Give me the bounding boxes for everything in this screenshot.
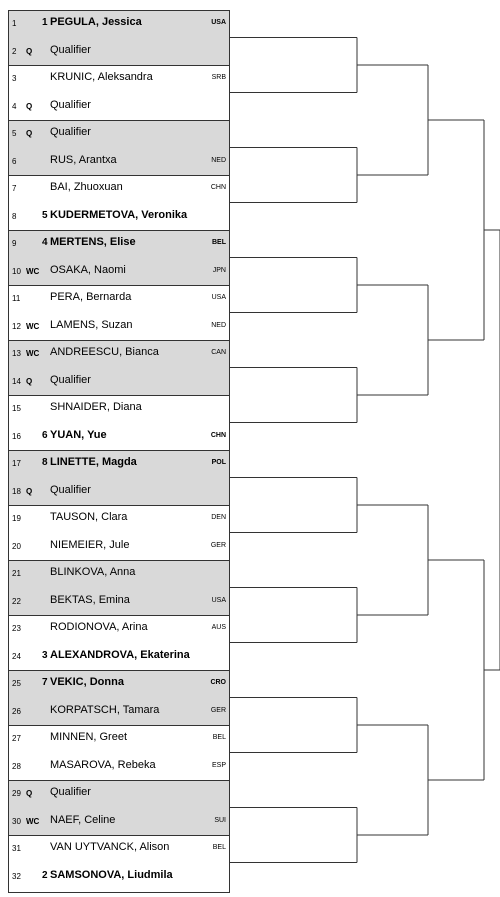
player-name: VAN UYTVANCK, Alison: [50, 841, 170, 853]
player-name: KUDERMETOVA, Veronika: [50, 208, 188, 221]
draw-position: 11: [12, 294, 21, 303]
nationality: CRO: [210, 679, 226, 686]
seed-number: 1: [42, 17, 48, 28]
player-name: Qualifier: [50, 98, 91, 111]
entry-tag: WC: [26, 266, 40, 276]
player-name: ALEXANDROVA, Ekaterina: [50, 648, 190, 661]
entry-tag: WC: [26, 321, 40, 331]
seed-number: 8: [42, 457, 48, 468]
draw-position: 9: [12, 239, 17, 248]
nationality: SRB: [211, 74, 226, 81]
nationality: CHN: [210, 431, 226, 439]
draw-position: 7: [12, 184, 17, 193]
nationality: CHN: [210, 184, 226, 191]
player-name: VEKIC, Donna: [50, 676, 124, 688]
player-name: MERTENS, Elise: [50, 236, 136, 248]
draw-position: 14: [12, 376, 21, 386]
nationality: BEL: [212, 844, 226, 851]
nationality: CAN: [211, 349, 226, 356]
seed-number: 6: [42, 429, 48, 441]
nationality: AUS: [211, 624, 226, 631]
player-name: Qualifier: [50, 483, 91, 496]
player-name: ANDREESCU, Bianca: [50, 346, 159, 358]
player-name: PERA, Bernarda: [50, 291, 132, 303]
player-name: RUS, Arantxa: [50, 153, 117, 166]
draw-position: 10: [12, 266, 21, 276]
player-name: Qualifier: [50, 786, 91, 798]
entry-tag: WC: [26, 349, 40, 358]
nationality: DEN: [211, 514, 226, 521]
player-name: RODIONOVA, Arina: [50, 621, 148, 633]
nationality: USA: [211, 596, 226, 604]
player-name: OSAKA, Naomi: [50, 263, 126, 276]
draw-position: 5: [12, 129, 17, 138]
player-name: SHNAIDER, Diana: [50, 401, 142, 413]
draw-position: 4: [12, 101, 17, 111]
draw-position: 19: [12, 514, 21, 523]
draw-position: 29: [12, 789, 21, 798]
player-name: SAMSONOVA, Liudmila: [50, 868, 173, 881]
nationality: POL: [211, 459, 226, 466]
draw-position: 13: [12, 349, 21, 358]
entry-tag: WC: [26, 816, 40, 826]
draw-position: 27: [12, 734, 21, 743]
draw-position: 8: [12, 211, 17, 221]
draw-position: 31: [12, 844, 21, 853]
draw-position: 16: [12, 431, 21, 441]
draw-position: 2: [12, 46, 17, 56]
entry-tag: Q: [26, 129, 33, 138]
draw-position: 17: [12, 459, 21, 468]
player-name: TAUSON, Clara: [50, 511, 128, 523]
entry-tag: Q: [26, 376, 33, 386]
nationality: ESP: [211, 761, 226, 769]
seed-number: 2: [42, 869, 48, 881]
player-name: BLINKOVA, Anna: [50, 566, 136, 578]
player-name: MASAROVA, Rebeka: [50, 758, 156, 771]
seed-number: 5: [42, 209, 48, 221]
nationality: GER: [210, 541, 226, 549]
draw-position: 23: [12, 624, 21, 633]
player-name: KRUNIC, Aleksandra: [50, 71, 153, 83]
player-name: Qualifier: [50, 43, 91, 56]
entry-tag: Q: [26, 46, 33, 56]
draw-position: 12: [12, 321, 21, 331]
draw-position: 26: [12, 706, 21, 716]
player-name: MINNEN, Greet: [50, 731, 128, 743]
draw-position: 28: [12, 761, 21, 771]
player-name: Qualifier: [50, 373, 91, 386]
draw-position: 22: [12, 596, 21, 606]
player-name: PEGULA, Jessica: [50, 16, 142, 28]
player-name: Qualifier: [50, 126, 91, 138]
draw-position: 6: [12, 156, 17, 166]
draw-position: 24: [12, 651, 21, 661]
entry-tag: Q: [26, 789, 33, 798]
nationality: GER: [210, 706, 226, 714]
draw-position: 30: [12, 816, 21, 826]
player-name: LINETTE, Magda: [50, 456, 137, 468]
player-name: KORPATSCH, Tamara: [50, 703, 160, 716]
player-name: LAMENS, Suzan: [50, 318, 133, 331]
draw-position: 18: [12, 486, 21, 496]
nationality: NED: [211, 321, 226, 329]
player-name: NAEF, Celine: [50, 813, 116, 826]
entry-tag: Q: [26, 486, 33, 496]
nationality: BEL: [212, 239, 226, 246]
draw-position: 1: [12, 19, 17, 28]
nationality: NED: [211, 156, 226, 164]
nationality: USA: [211, 19, 226, 26]
nationality: SUI: [214, 816, 226, 824]
seed-number: 3: [42, 649, 48, 661]
seed-number: 7: [42, 677, 48, 688]
nationality: BEL: [212, 734, 226, 741]
draw-position: 20: [12, 541, 21, 551]
draw-position: 21: [12, 569, 21, 578]
nationality: USA: [211, 294, 226, 301]
draw-position: 25: [12, 679, 21, 688]
nationality: JPN: [212, 266, 226, 274]
draw-position: 3: [12, 74, 17, 83]
seed-number: 4: [42, 237, 48, 248]
player-name: NIEMEIER, Jule: [50, 538, 130, 551]
player-name: BEKTAS, Emina: [50, 593, 130, 606]
player-name: YUAN, Yue: [50, 428, 107, 441]
player-name: BAI, Zhuoxuan: [50, 181, 123, 193]
draw-position: 15: [12, 404, 21, 413]
entry-tag: Q: [26, 101, 33, 111]
draw-position: 32: [12, 871, 21, 881]
